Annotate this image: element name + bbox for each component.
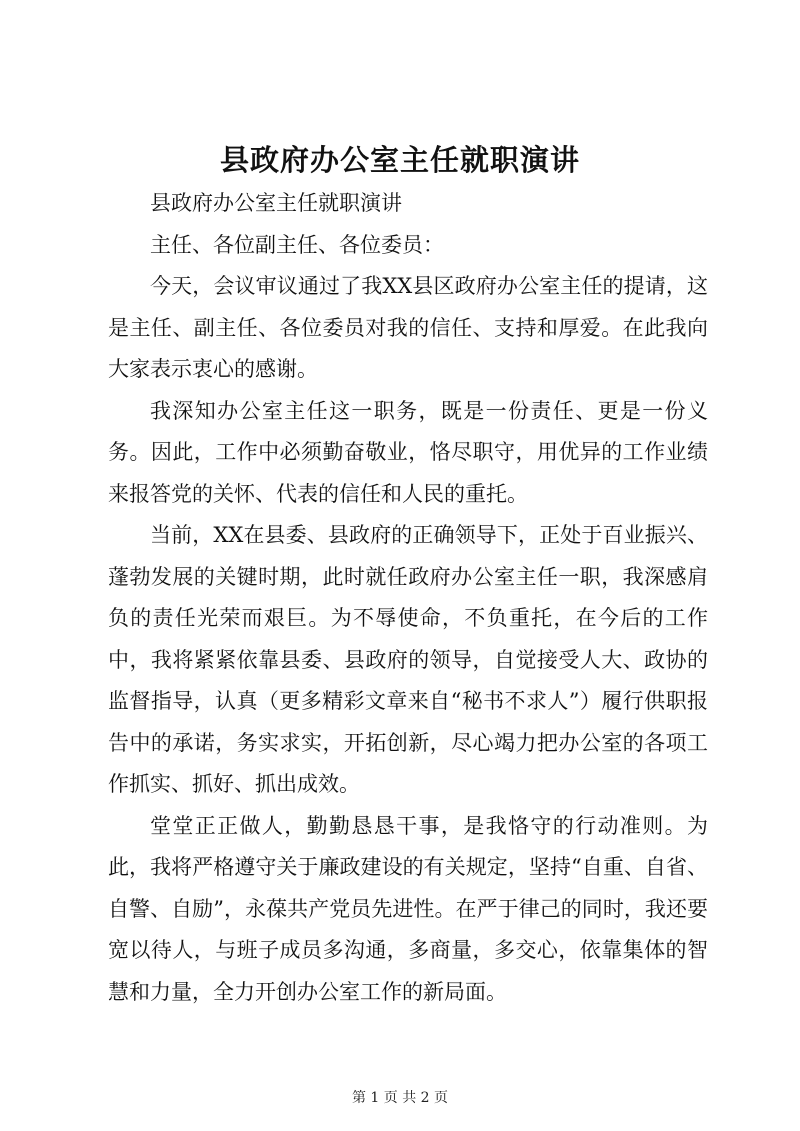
body-paragraph: 我深知办公室主任这一职务，既是一份责任、更是一份义务。因此，工作中必须勤奋敬业，恪尽职守，用优异的工作业绩来报答党的关怀、代表的信任和人民的重托。 (108, 398, 708, 506)
page-number-label: 第 1 页 共 2 页 (351, 1090, 449, 1106)
subtitle-paragraph: 县政府办公室主任就职演讲 (150, 191, 402, 215)
salutation-paragraph: 主任、各位副主任、各位委员： (150, 232, 444, 257)
page-footer (0, 1088, 800, 1108)
body-paragraph: 今天，会议审议通过了我XX县区政府办公室主任的提请，这是主任、副主任、各位委员对我的信任、支持和厚爱。在此我向大家表示衷心的感谢。 (108, 274, 708, 381)
document-body (108, 183, 708, 1013)
body-paragraph: 当前，XX在县委、县政府的正确领导下，正处于百业振兴、蓬勃发展的关键时期，此时就任政府办公室主任一职，我深感肩负的责任光荣而艰巨。为不辱使命，不负重托，在今后的工作中，我将紧紧依靠县委、县政府的领导，自觉接受人大、政协的监督指导，认真（更多精彩文章来自“秘书不求人”）履行供职报告中的承诺，务实求实，开拓创新，尽心竭力把办公室的各项工作抓实、抓好、抓出成效。 (108, 523, 708, 796)
body-paragraph: 堂堂正正做人，勤勤恳恳干事，是我恪守的行动准则。为此，我将严格遵守关于廉政建设的有关规定，坚持“自重、自省、自警、自励”，永葆共产党员先进性。在严于律己的同时，我还要宽以待人，与班子成员多沟通，多商量，多交心，依靠集体的智慧和力量，全力开创办公室工作的新局面。 (108, 813, 708, 1004)
document-title: 县政府办公室主任就职演讲 (219, 143, 580, 177)
